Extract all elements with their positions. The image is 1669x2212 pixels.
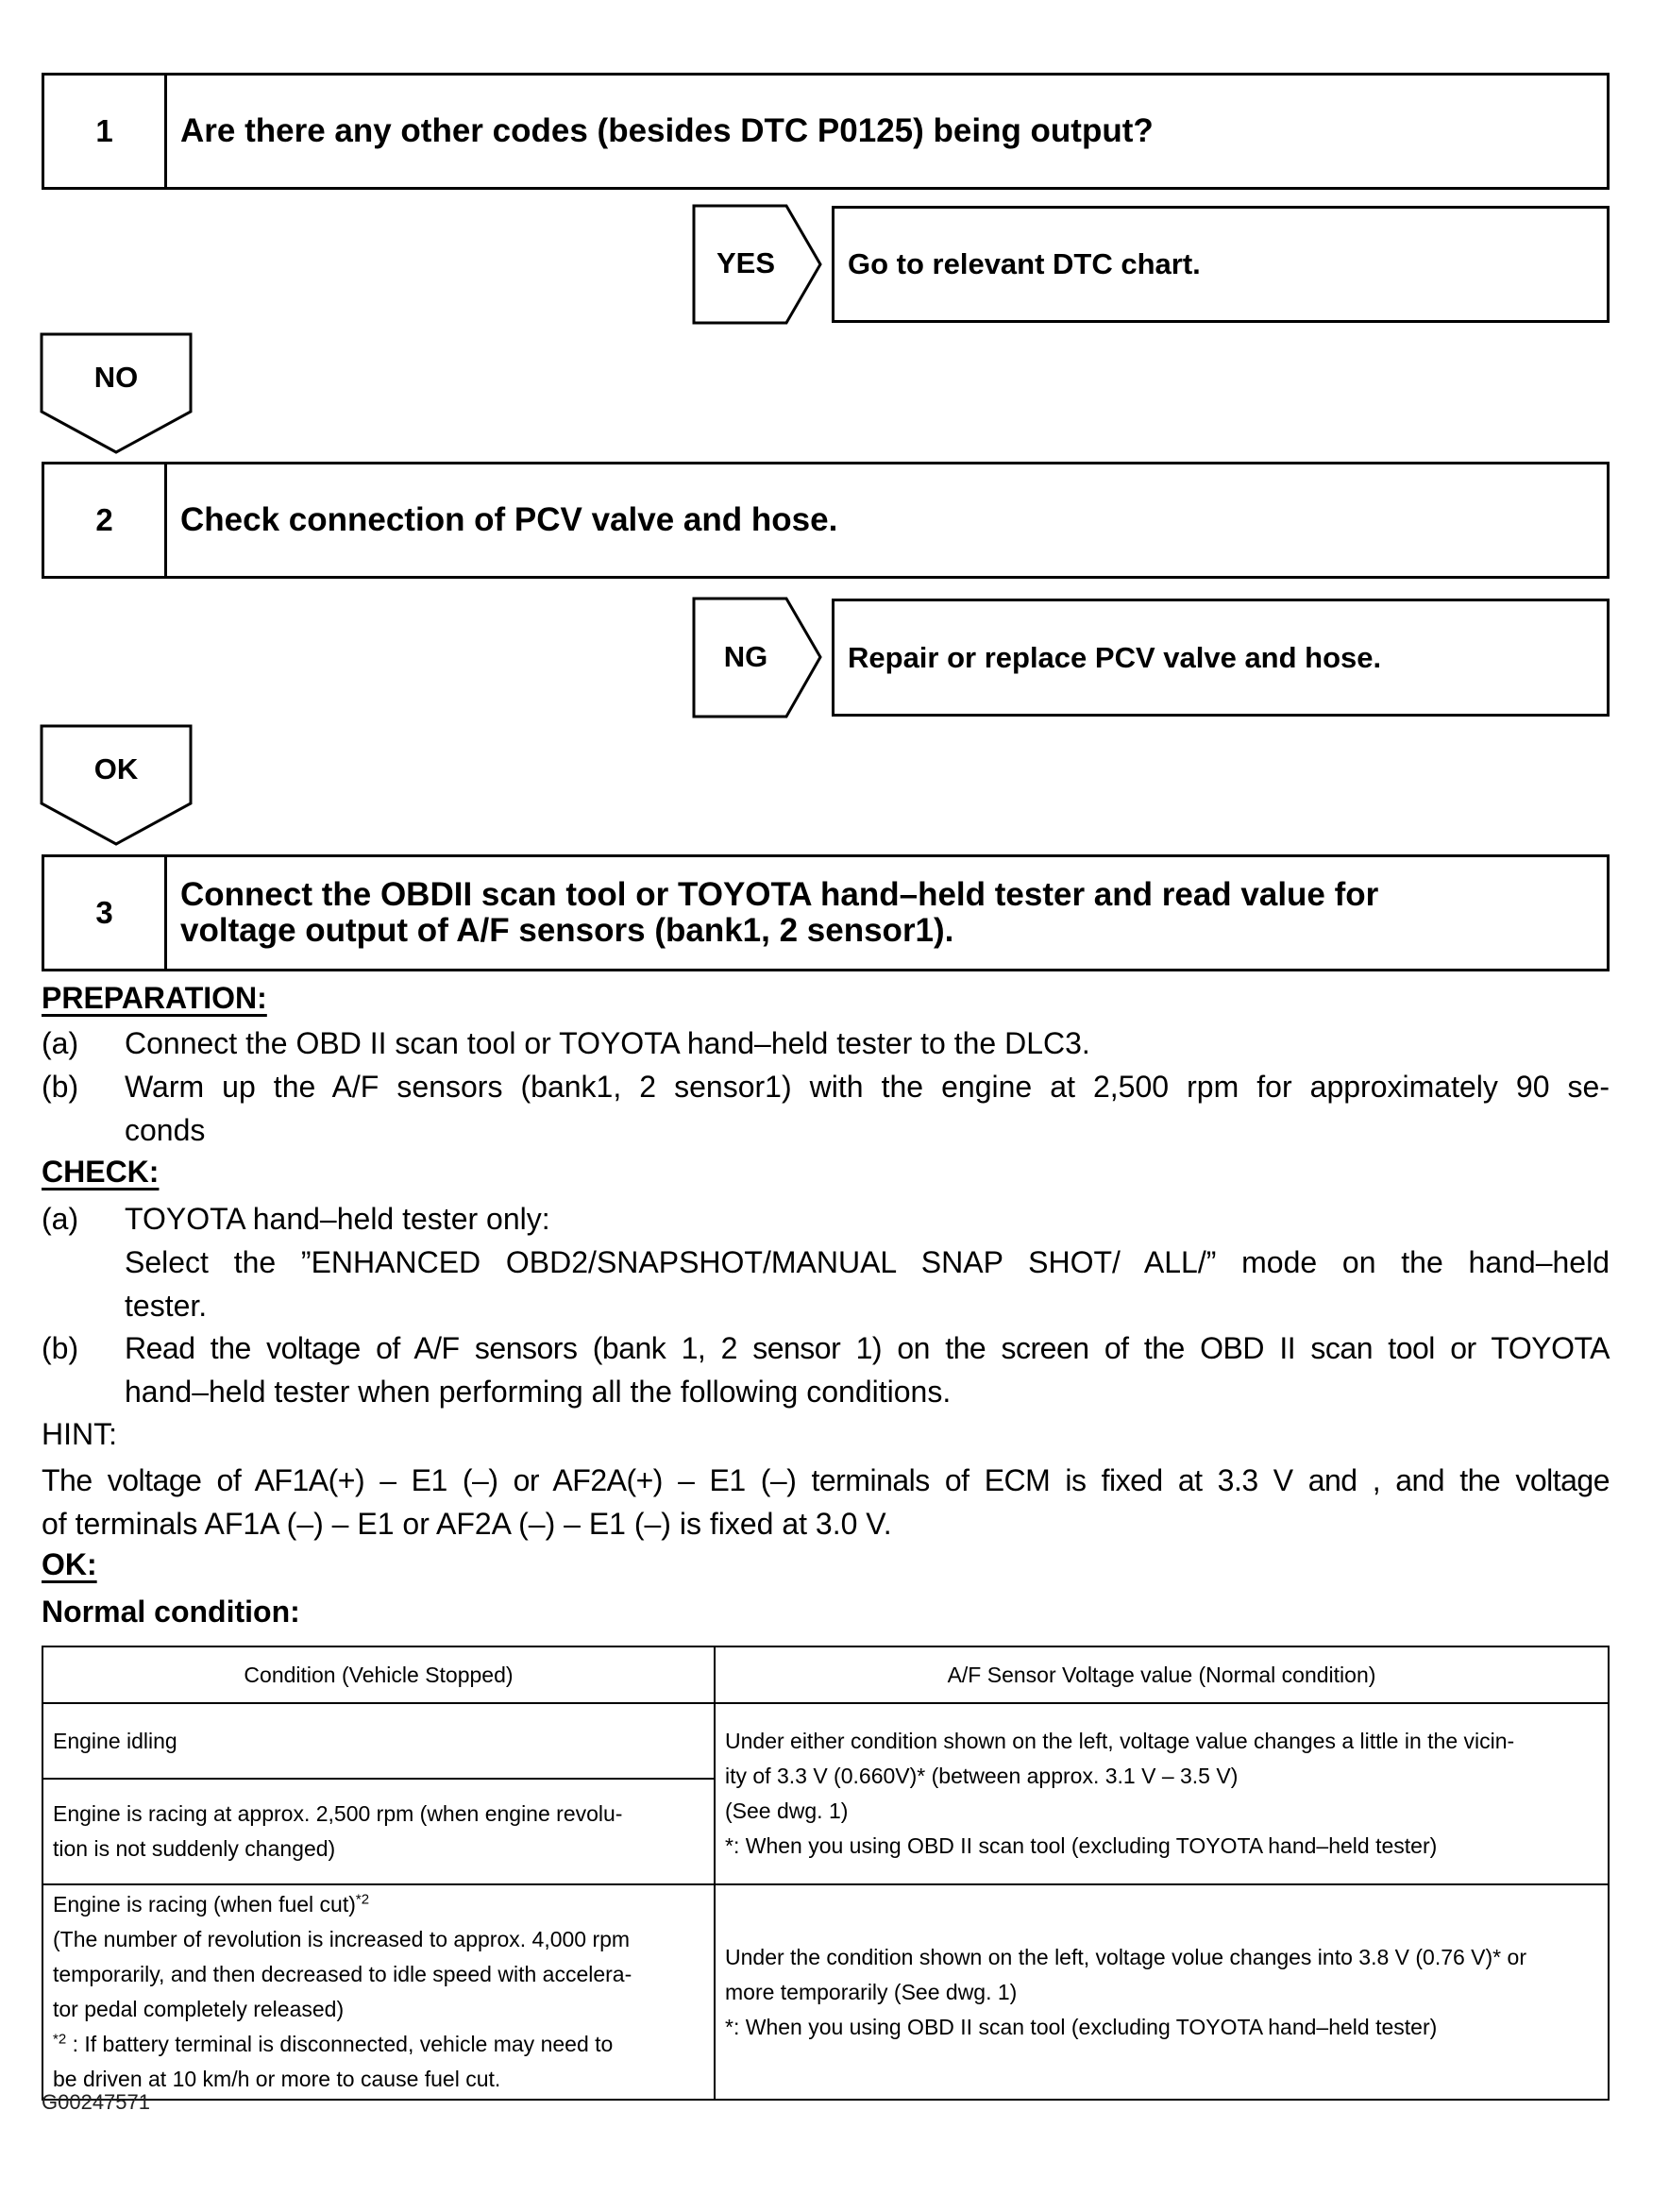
figure-code: G00247571 [42, 2090, 150, 2114]
check-item-a: TOYOTA hand–held tester only: [125, 1202, 550, 1236]
step-3-box [42, 854, 1610, 971]
no-label: NO [93, 361, 139, 394]
step-question: Check connection of PCV valve and hose. [180, 501, 838, 538]
cell-line: (See dwg. 1) [725, 1798, 849, 1823]
cell-line: (The number of revolution is increased to approx. 4,000 rpm [53, 1927, 631, 1951]
table-cell: Engine idling [42, 1703, 715, 1779]
normal-condition-table [42, 1646, 1610, 2101]
table-row [42, 1884, 1609, 2100]
yes-result-text: Go to relevant DTC chart. [848, 247, 1201, 280]
ng-result-text: Repair or replace PCV valve and hose. [848, 640, 1382, 674]
cell-line: *: When you using OBD II scan tool (excluding TOYOTA hand–held tester) [725, 2014, 1438, 2039]
cell-line: tion is not suddenly changed) [53, 1836, 336, 1861]
ng-result-box [832, 599, 1610, 717]
step-1-box [42, 73, 1610, 190]
cell-text: Engine is racing (when fuel cut) [53, 1892, 356, 1917]
table-cell [42, 1779, 715, 1884]
check-item-a-cont: Select the ”ENHANCED OBD2/SNAPSHOT/MANUAL SNAP SHOT/ ALL/” mode on the hand–held [125, 1245, 1610, 1279]
check-item-b-cont: hand–held tester when performing all the following conditions. [125, 1375, 952, 1409]
list-marker: (a) [42, 1026, 79, 1060]
table-header: Condition (Vehicle Stopped) [42, 1646, 715, 1703]
table-row [42, 1703, 1609, 1779]
normal-condition-heading: Normal condition: [42, 1595, 300, 1629]
step-instruction-line: voltage output of A/F sensors (bank1, 2 sensor1). [180, 912, 954, 949]
footnote-marker: *2 [355, 1891, 370, 1908]
table-header: A/F Sensor Voltage value (Normal condition) [715, 1646, 1609, 1703]
cell-line: tor pedal completely released) [53, 1997, 345, 2021]
cell-text: : If battery terminal is disconnected, vehicle may need to [66, 2032, 614, 2056]
preparation-item-a: Connect the OBD II scan tool or TOYOTA hand–held tester to the DLC3. [125, 1026, 1090, 1060]
ok-label: OK [93, 752, 139, 785]
step-2-box [42, 462, 1610, 579]
table-cell [715, 1884, 1609, 2100]
preparation-heading: PREPARATION: [42, 981, 267, 1015]
check-item-b: Read the voltage of A/F sensors (bank 1, 2 sensor 1) on the screen of the OBD II scan tool or TOYOTA [125, 1331, 1610, 1365]
step-number: 3 [44, 857, 167, 969]
table-cell [42, 1884, 715, 2100]
hint-heading: HINT: [42, 1417, 117, 1451]
table-cell [715, 1703, 1609, 1884]
check-item-a-cont: tester. [125, 1289, 208, 1323]
cell-line: more temporarily (See dwg. 1) [725, 1979, 1018, 2004]
list-marker: (b) [42, 1070, 79, 1104]
step-instruction [167, 857, 1607, 969]
hint-text: The voltage of AF1A(+) – E1 (–) or AF2A(+) – E1 (–) terminals of ECM is fixed at 3.3 V and , and the voltage [42, 1463, 1610, 1497]
list-marker: (b) [42, 1331, 79, 1365]
cell-line: *: When you using OBD II scan tool (excluding TOYOTA hand–held tester) [725, 1833, 1438, 1858]
cell-line [53, 2027, 704, 2062]
footnote-marker: *2 [53, 2031, 67, 2048]
cell-line: be driven at 10 km/h or more to cause fuel cut. [53, 2067, 501, 2091]
check-heading: CHECK: [42, 1155, 160, 1189]
cell-line: Under either condition shown on the left, voltage value changes a little in the vicin- [725, 1729, 1515, 1753]
cell-line: temporarily, and then decreased to idle speed with accelera- [53, 1962, 632, 1986]
yes-result-box [832, 206, 1610, 323]
cell-line: ity of 3.3 V (0.660V)* (between approx. 3.1 V – 3.5 V) [725, 1764, 1239, 1788]
preparation-item-b: Warm up the A/F sensors (bank1, 2 sensor1) with the engine at 2,500 rpm for approximately 90 se- [125, 1070, 1610, 1104]
ok-heading: OK: [42, 1547, 97, 1581]
ng-label: NG [723, 640, 768, 673]
list-marker: (a) [42, 1202, 79, 1236]
step-question: Are there any other codes (besides DTC P0125) being output? [180, 112, 1154, 149]
preparation-item-b-cont: conds [125, 1113, 206, 1147]
step-number: 2 [44, 464, 167, 576]
cell-line: Engine is racing at approx. 2,500 rpm (when engine revolu- [53, 1801, 623, 1826]
cell-line [53, 1887, 704, 1922]
step-instruction-line: Connect the OBDII scan tool or TOYOTA hand–held tester and read value for [180, 876, 1379, 913]
yes-label: YES [716, 246, 776, 279]
hint-text-cont: of terminals AF1A (–) – E1 or AF2A (–) – E1 (–) is fixed at 3.0 V. [42, 1507, 892, 1541]
cell-line: Under the condition shown on the left, voltage volue changes into 3.8 V (0.76 V)* or [725, 1944, 1526, 1969]
table-header-row [42, 1646, 1609, 1703]
step-number: 1 [44, 76, 167, 187]
